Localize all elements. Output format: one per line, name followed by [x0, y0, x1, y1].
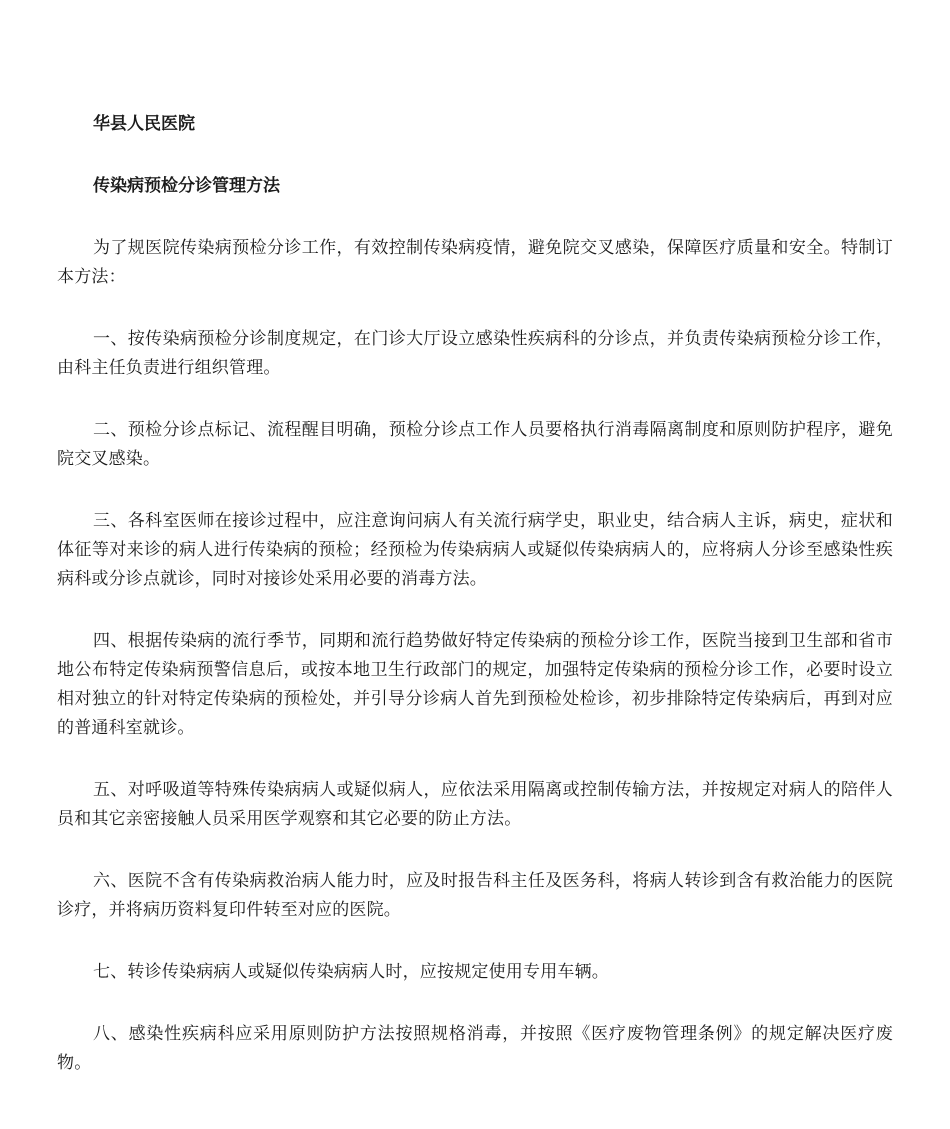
- paragraph-item-4: 四、根据传染病的流行季节，同期和流行趋势做好特定传染病的预检分诊工作，医院当接到卫生部和省市地公布特定传染病预警信息后，或按本地卫生行政部门的规定，加强特定传染病的预检分诊工作，必要时设立相对独立的针对特定传染病的预检处，并引导分诊病人首先到预检处检诊，初步排除特定传染病后，再到对应的普通科室就诊。: [57, 631, 893, 738]
- paragraph-intro: 为了规医院传染病预检分诊工作，有效控制传染病疫情，避免院交叉感染，保障医疗质量和安全。特制订本方法：: [57, 238, 893, 287]
- paragraph-item-8: 八、感染性疾病科应采用原则防护方法按照规格消毒，并按照《医疗废物管理条例》的规定解决医疗废物。: [57, 1024, 893, 1073]
- paragraph-item-3: 三、各科室医师在接诊过程中，应注意询问病人有关流行病学史，职业史，结合病人主诉，病史，症状和体征等对来诊的病人进行传染病的预检；经预检为传染病病人或疑似传染病病人的，应将病人分诊至感染性疾病科或分诊点就诊，同时对接诊处采用必要的消毒方法。: [57, 511, 893, 589]
- paragraph-item-6: 六、医院不含有传染病救治病人能力时，应及时报告科主任及医务科，将病人转诊到含有救治能力的医院诊疗，并将病历资料复印件转至对应的医院。: [57, 871, 893, 920]
- document-title: 传染病预检分诊管理方法: [93, 176, 280, 196]
- paragraph-item-2: 二、预检分诊点标记、流程醒目明确，预检分诊点工作人员要格执行消毒隔离制度和原则防护程序，避免院交叉感染。: [57, 420, 893, 469]
- document-page: [57, 110, 893, 1111]
- paragraph-item-7: 七、转诊传染病病人或疑似传染病病人时，应按规定使用专用车辆。: [93, 962, 609, 982]
- paragraph-item-1: 一、按传染病预检分诊制度规定，在门诊大厅设立感染性疾病科的分诊点，并负责传染病预检分诊工作，由科主任负责进行组织管理。: [57, 329, 893, 378]
- organization-name: 华县人民医院: [93, 114, 195, 134]
- paragraph-item-5: 五、对呼吸道等特殊传染病病人或疑似病人，应依法采用隔离或控制传输方法，并按规定对病人的陪伴人员和其它亲密接触人员采用医学观察和其它必要的防止方法。: [57, 780, 893, 829]
